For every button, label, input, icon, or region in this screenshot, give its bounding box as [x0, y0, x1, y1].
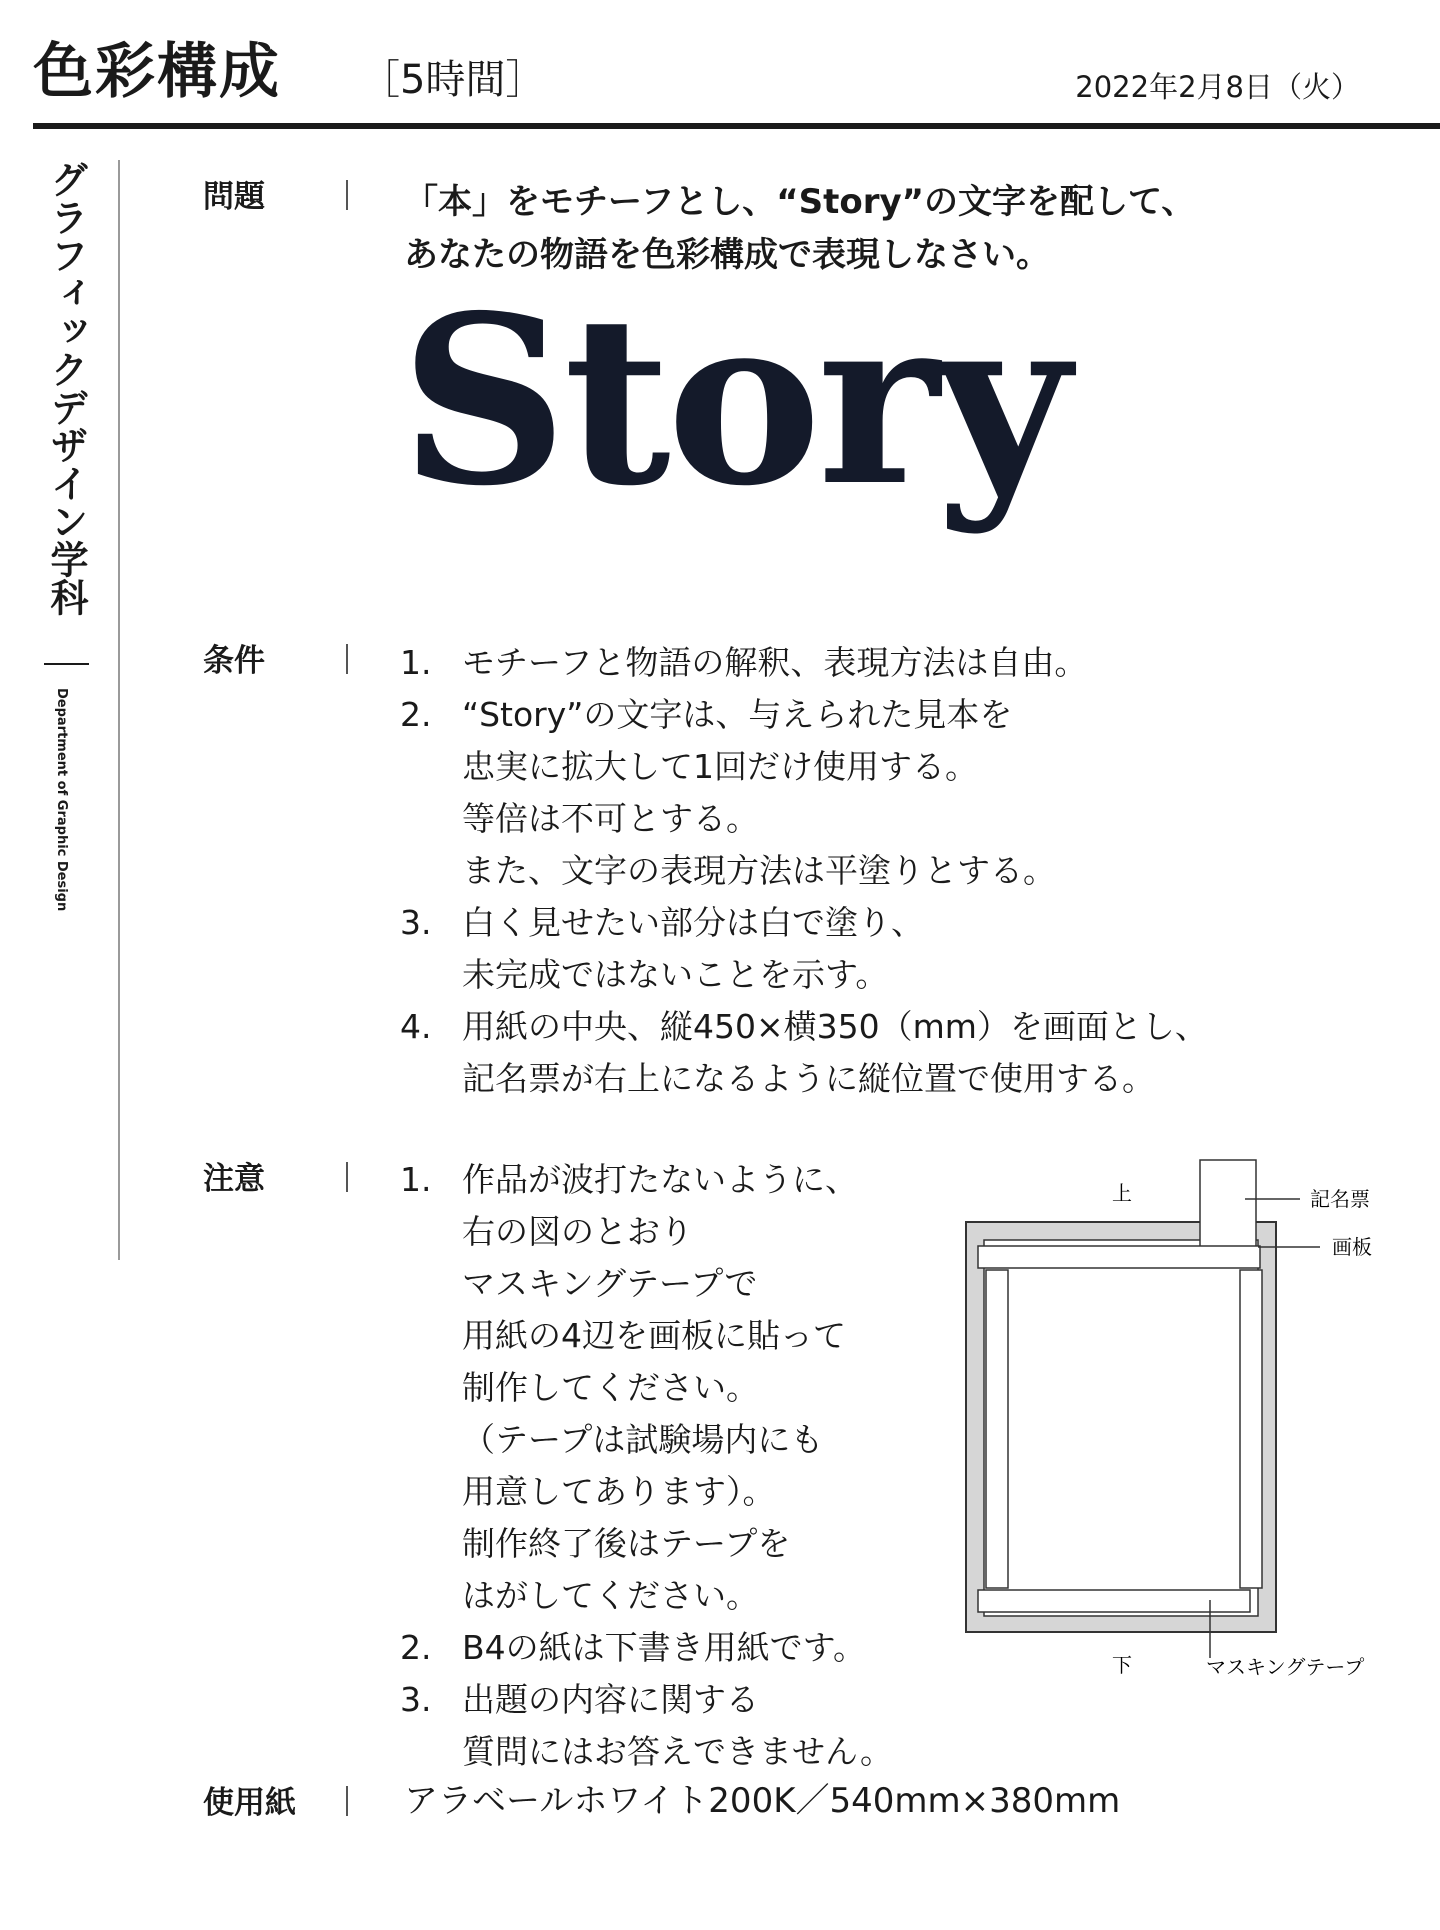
tape-bottom: [978, 1590, 1250, 1612]
condition-item: [400, 689, 1300, 897]
cautions-label: 注意: [203, 1161, 265, 1197]
item-number: 3.: [400, 1680, 432, 1719]
name-tag: [1200, 1160, 1256, 1250]
item-line: 忠実に拡大して1回だけ使用する。: [462, 747, 978, 786]
item-line: 白く見せたい部分は白で塗り、: [462, 903, 924, 942]
tape-top: [978, 1246, 1260, 1268]
story-sample-text: Story: [400, 264, 1067, 537]
item-line: 制作終了後はテープを: [462, 1524, 791, 1563]
caution-item: [400, 1154, 960, 1622]
label-top: 上: [1112, 1181, 1132, 1205]
department-name-jp: グラフィックデザイン学科: [44, 160, 88, 616]
item-line: 用紙の4辺を画板に貼って: [462, 1316, 846, 1355]
caution-item: [400, 1622, 960, 1674]
conditions-list: [400, 637, 1300, 1105]
paper-spec: アラベールホワイト200K／540mm×380mm: [404, 1781, 1121, 1821]
cautions-list: [400, 1154, 960, 1778]
conditions-label: 条件: [203, 643, 265, 679]
problem-line: あなたの物語を色彩構成で表現しなさい。: [404, 235, 1050, 275]
item-number: 3.: [400, 903, 432, 942]
problem-line: 「本」をモチーフとし、“Story”の文字を配して、: [404, 182, 1196, 222]
paper-separator: [346, 1786, 348, 1816]
item-line: 用紙の中央、縦450×横350（mm）を画面とし、: [462, 1007, 1208, 1046]
item-line: 質問にはお答えできません。: [462, 1732, 893, 1771]
tape-right: [1240, 1270, 1262, 1588]
tape-left: [986, 1270, 1008, 1588]
item-line: 記名票が右上になるように縦位置で使用する。: [462, 1059, 1155, 1098]
item-line: 出題の内容に関する: [462, 1680, 759, 1719]
item-line: 等倍は不可とする。: [462, 799, 759, 838]
label-bottom: 下: [1112, 1653, 1132, 1677]
condition-item: [400, 637, 1300, 689]
label-board: 画板: [1332, 1235, 1372, 1259]
taping-diagram: [940, 1150, 1400, 1690]
condition-item: [400, 1001, 1300, 1105]
item-number: 1.: [400, 1160, 432, 1199]
condition-item: [400, 897, 1300, 1001]
item-number: 1.: [400, 643, 432, 682]
cautions-separator: [346, 1162, 348, 1192]
problem-label: 問題: [203, 179, 265, 215]
exam-date: 2022年2月8日（火）: [1075, 70, 1360, 104]
item-line: 右の図のとおり: [462, 1212, 693, 1251]
label-masking-tape: マスキングテープ: [1206, 1655, 1365, 1679]
department-name-en: Department of Graphic Design: [54, 688, 69, 912]
item-number: 4.: [400, 1007, 432, 1046]
item-line: 用意してあります）。: [462, 1472, 776, 1511]
item-line: （テープは試験場内にも: [462, 1420, 824, 1459]
item-line: 作品が波打たないように、: [462, 1160, 858, 1199]
problem-separator: [346, 180, 348, 210]
exam-duration: ［5時間］: [360, 57, 546, 103]
item-line: また、文字の表現方法は平塗りとする。: [462, 851, 1056, 890]
item-line: モチーフと物語の解釈、表現方法は自由。: [462, 643, 1088, 682]
header-rule: [33, 123, 1440, 129]
paper-label: 使用紙: [203, 1785, 296, 1821]
label-name-tag: 記名票: [1310, 1187, 1370, 1211]
caution-item: [400, 1674, 960, 1778]
item-line: マスキングテープで: [462, 1264, 758, 1303]
item-number: 2.: [400, 1628, 432, 1667]
item-number: 2.: [400, 695, 432, 734]
item-line: B4の紙は下書き用紙です。: [462, 1628, 866, 1667]
item-line: はがしてください。: [462, 1576, 759, 1615]
item-line: 制作してください。: [462, 1368, 759, 1407]
paper-sheet: [984, 1240, 1258, 1616]
item-line: “Story”の文字は、与えられた見本を: [462, 695, 1013, 734]
item-line: 未完成ではないことを示す。: [462, 955, 889, 994]
department-divider: [44, 663, 89, 665]
conditions-separator: [346, 644, 348, 674]
side-vertical-rule: [118, 160, 120, 1260]
page-title: 色彩構成: [33, 37, 281, 107]
